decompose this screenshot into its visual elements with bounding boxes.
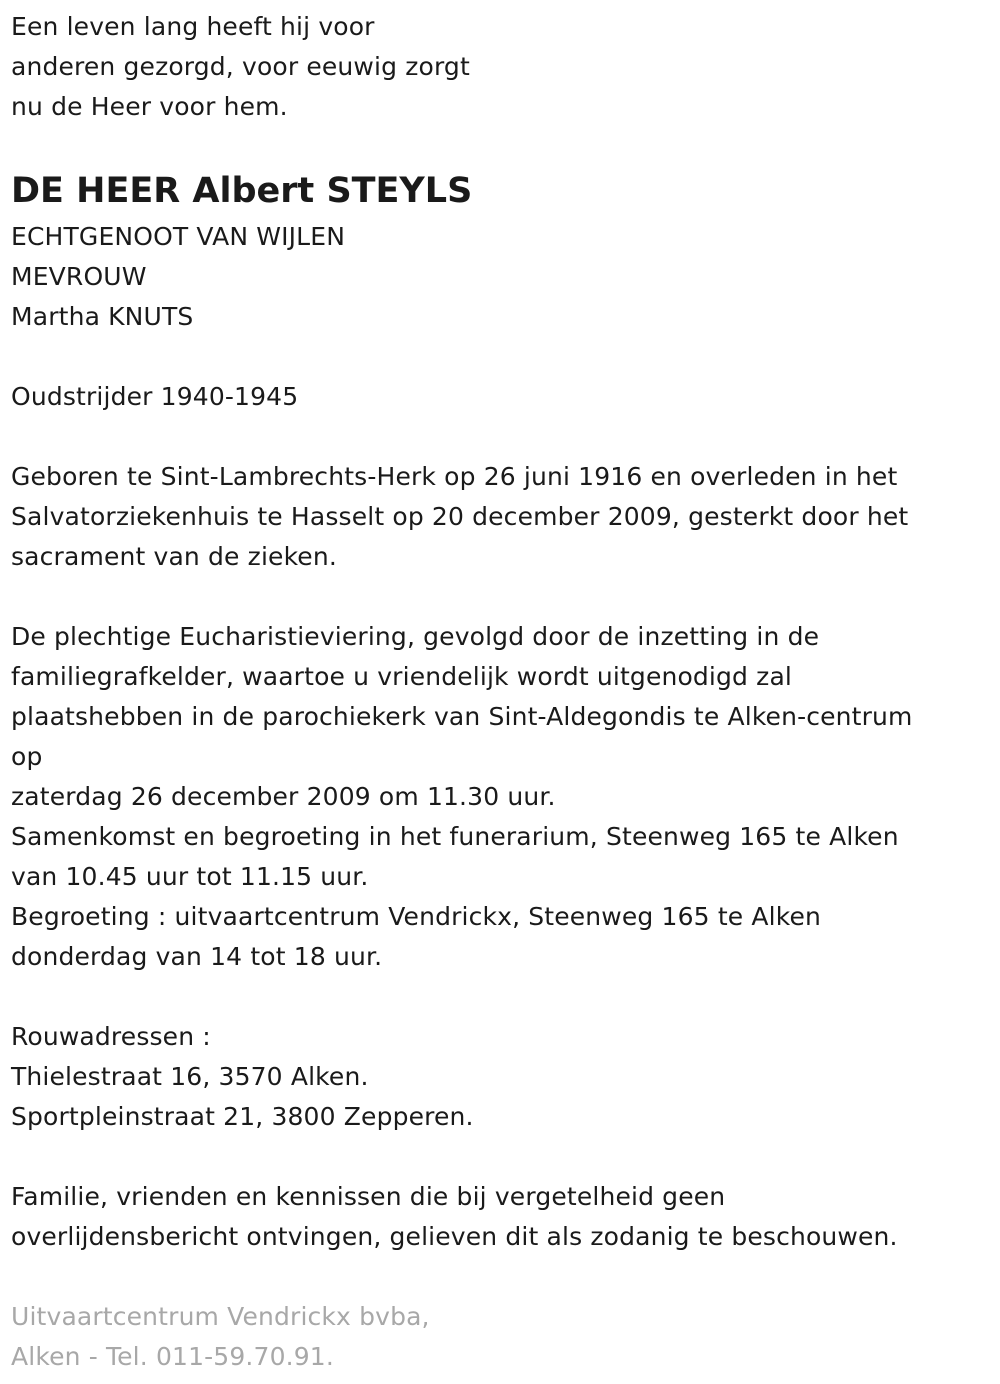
spacer [11,417,989,457]
ceremony-line: familiegrafkelder, waartoe u vriendelijk wordt uitgenodigd zal [11,662,793,691]
birth-death-block [11,457,989,577]
motto-line: nu de Heer voor hem. [11,92,288,121]
ceremony-line: van 10.45 uur tot 11.15 uur. [11,862,369,891]
addresses-block [11,1017,989,1137]
spouse-line: Martha KNUTS [11,302,194,331]
spacer [11,127,989,167]
motto-line: Een leven lang heeft hij voor [11,12,375,41]
ceremony-line: op [11,742,43,771]
spacer [11,577,989,617]
addresses-label: Rouwadressen : [11,1022,211,1051]
deceased-name: DE HEER Albert STEYLS [11,171,473,211]
birth-death-line: Salvatorziekenhuis te Hasselt op 20 december 2009, gesterkt door het [11,502,909,531]
ceremony-line: De plechtige Eucharistieviering, gevolgd door de inzetting in de [11,622,820,651]
address-line: Thielestraat 16, 3570 Alken. [11,1062,369,1091]
spouse-block [11,217,989,337]
spacer [11,337,989,377]
motto-block [11,7,989,127]
ceremony-line: donderdag van 14 tot 18 uur. [11,942,383,971]
address-line: Sportpleinstraat 21, 3800 Zepperen. [11,1102,474,1131]
footer-line: Alken - Tel. 011-59.70.91. [11,1342,334,1371]
spacer [11,977,989,1017]
ceremony-line: plaatshebben in de parochiekerk van Sint-Aldegondis te Alken-centrum [11,702,913,731]
spacer [11,1257,989,1297]
birth-death-line: Geboren te Sint-Lambrechts-Herk op 26 juni 1916 en overleden in het [11,462,898,491]
ceremony-line: zaterdag 26 december 2009 om 11.30 uur. [11,782,556,811]
funeral-home-footer [11,1297,989,1377]
notice-line: overlijdensbericht ontvingen, gelieven dit als zodanig te beschouwen. [11,1222,898,1251]
notice-block [11,1177,989,1257]
spouse-line: MEVROUW [11,262,147,291]
ceremony-line: Samenkomst en begroeting in het funerarium, Steenweg 165 te Alken [11,822,899,851]
spouse-line: ECHTGENOOT VAN WIJLEN [11,222,346,251]
ceremony-line: Begroeting : uitvaartcentrum Vendrickx, Steenweg 165 te Alken [11,902,822,931]
footer-line: Uitvaartcentrum Vendrickx bvba, [11,1302,430,1331]
motto-line: anderen gezorgd, voor eeuwig zorgt [11,52,470,81]
notice-line: Familie, vrienden en kennissen die bij vergetelheid geen [11,1182,726,1211]
ceremony-block [11,617,989,977]
birth-death-line: sacrament van de zieken. [11,542,337,571]
veteran-line: Oudstrijder 1940-1945 [11,382,299,411]
spacer [11,1137,989,1177]
